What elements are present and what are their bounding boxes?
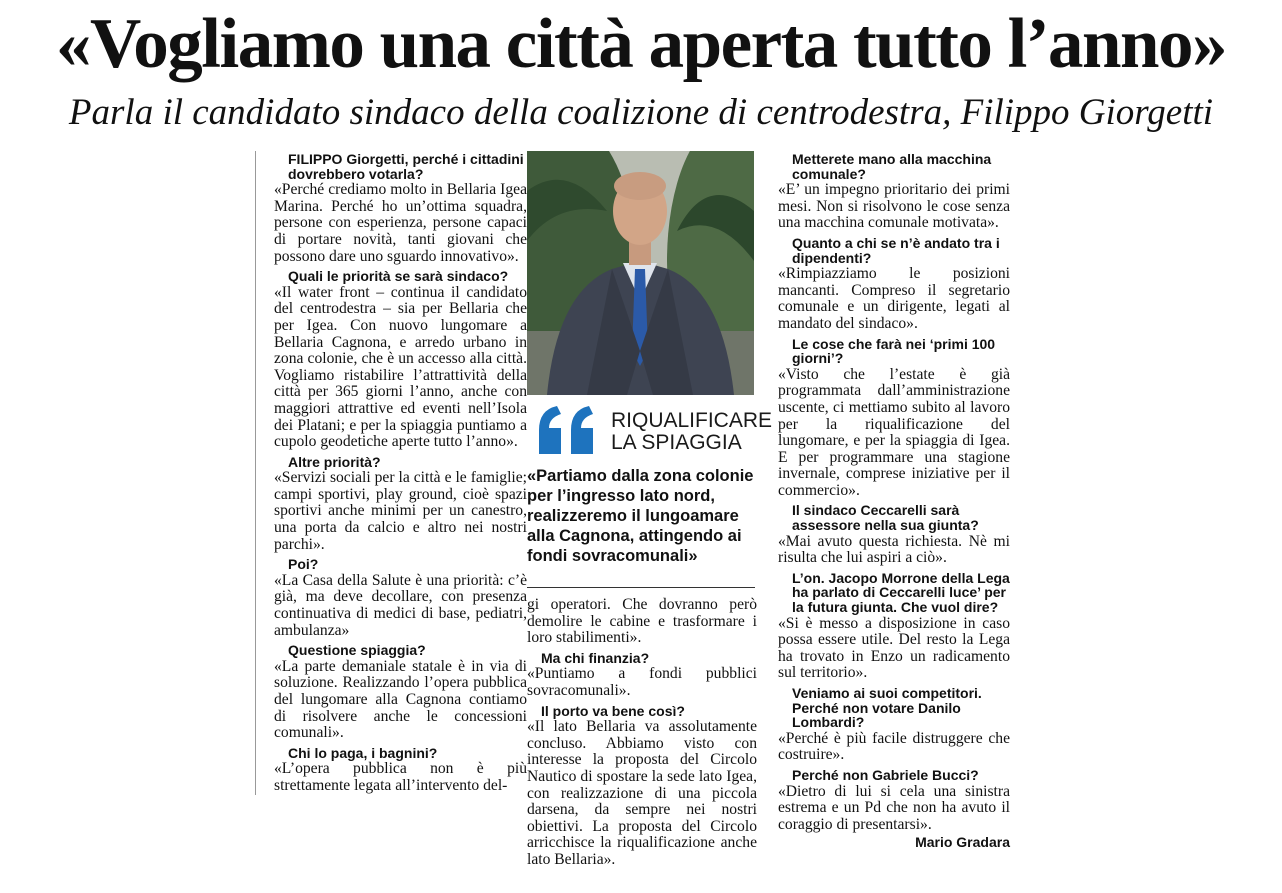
article-column-1 xyxy=(255,151,527,795)
answer: «Mai avuto questa richiesta. Nè mi risulta che lui aspiri a ciò». xyxy=(778,532,1010,567)
answer: «Il lato Bellaria va assolutamente concluso. Abbiamo visto con interesse la proposta del Circolo Nautico di spostare la sede lato Igea, con realizzazione di una piccola darsena, da sempre nei nostri obiettivi. La proposta del Circolo arricchisce la riqualificazione anche lato Bellaria». xyxy=(527,718,757,868)
answer: «Puntiamo a fondi pubblici sovracomunali». xyxy=(527,665,757,699)
question: Quanto a chi se n’è andato tra i dipendenti? xyxy=(792,234,1000,266)
article-column-3 xyxy=(778,151,1010,851)
question: Altre priorità? xyxy=(288,453,381,470)
answer: «Servizi sociali per la città e le famiglie; campi sportivi, play ground, cioè spazi sportivi anche minimi per un canestro, una porta da calcio e altro nei nostri parchi». xyxy=(274,469,527,553)
question: Questione spiaggia? xyxy=(288,642,426,659)
question: Veniamo ai suoi competitori. Perché non votare Danilo Lombardi? xyxy=(792,685,982,731)
question: Il sindaco Ceccarelli sarà assessore nella sua giunta? xyxy=(792,502,979,534)
answer: «Si è messo a disposizione in caso possa essere utile. Del resto la Lega ha trovato in Enzo un radicamento sul territorio». xyxy=(778,614,1010,682)
question: Poi? xyxy=(288,556,319,573)
quote-marks-icon xyxy=(537,406,597,454)
answer: «La parte demaniale statale è in via di soluzione. Realizzando l’opera pubblica del lungomare alla Cagnona contiamo di risolvere anche le concessioni comunali». xyxy=(274,657,527,742)
answer: «La Casa della Salute è una priorità: c’è già, ma deve decollare, con presenza continuativa di medici di base, pediatri, ambulanza» xyxy=(274,571,527,639)
answer: «Perché crediamo molto in Bellaria Igea Marina. Perché ho un’ottima squadra, persone con esperienza, persone capaci di portare novità, tanti giovani che possono dare uno sguardo innovativo». xyxy=(274,181,527,265)
pull-quote-title-line: LA SPIAGGIA xyxy=(611,431,742,454)
answer: «Perché è più facile distruggere che costruire». xyxy=(778,729,1010,764)
question: Ma chi finanzia? xyxy=(541,649,650,666)
candidate-photo xyxy=(527,151,754,395)
author-signature: Mario Gradara xyxy=(915,834,1010,851)
subheadline: Parla il candidato sindaco della coalizione di centrodestra, Filippo Giorgetti xyxy=(68,92,1214,133)
answer: «Rimpiazziamo le posizioni mancanti. Compreso il segretario comunale e un dirigente, legati al mandato del sindaco». xyxy=(778,265,1010,332)
headline: «Vogliamo una città aperta tutto l’anno» xyxy=(55,5,1227,83)
answer: «Il water front – continua il candidato del centrodestra – sia per Bellaria che per Igea. Con nuovo lungomare a Bellaria Cagnona, e arredo urbano in zona colonie, che è un accesso alla città. Vogliamo ristabilire l’attrattività della città per 365 giorni l’anno, anche con maggiori attrattive ed eventi nell’Isola dei Platani; e per la spiaggia puntiamo a cupolo geodetiche aperte tutto l’anno». xyxy=(274,283,527,451)
question: Metterete mano alla macchina comunale? xyxy=(792,151,992,182)
pull-quote-title-line: RIQUALIFICARE xyxy=(611,409,773,432)
answer: «Visto che l’estate è già programmata dall’amministrazione uscente, ci mettiamo subito al lavoro per la riqualificazione del lungomare, e per la spiaggia di Igea. E per programmare una stagione invernale, comprese iniziative per il commercio». xyxy=(778,365,1010,499)
answer: «L’opera pubblica non è più strettamente legata all’intervento del- xyxy=(274,760,527,794)
answer: «E’ un impegno prioritario dei primi mesi. Non si risolvono le cose senza una macchina comunale motivata». xyxy=(778,181,1010,232)
pull-quote-title xyxy=(611,410,772,454)
question: Le cose che farà nei ‘primi 100 giorni’? xyxy=(792,335,996,367)
pull-quote-text: «Partiamo dalla zona colonie per l’ingresso lato nord, realizzeremo il lungoamare alla Cagnona, attingendo ai fondi sovracomunali» xyxy=(527,467,754,565)
article-column-2 xyxy=(527,597,757,869)
question: Quali le priorità se sarà sindaco? xyxy=(288,268,509,285)
question: Perché non Gabriele Bucci? xyxy=(792,766,979,783)
answer: gi operatori. Che dovranno però demolire le cabine e trasformare i loro stabilimenti». xyxy=(527,596,757,647)
question: FILIPPO Giorgetti, perché i cittadini dovrebbero votarla? xyxy=(288,151,524,182)
divider xyxy=(527,587,755,588)
question: Chi lo paga, i bagnini? xyxy=(288,744,438,761)
question: Il porto va bene così? xyxy=(541,702,685,719)
question: L’on. Jacopo Morrone della Lega ha parlato di Ceccarelli luce’ per la futura giunta. Che vuol dire? xyxy=(792,569,1010,616)
answer: «Dietro di lui si cela una sinistra estrema e un Pd che non ha avuto il coraggio di presentarsi». xyxy=(778,782,1010,833)
